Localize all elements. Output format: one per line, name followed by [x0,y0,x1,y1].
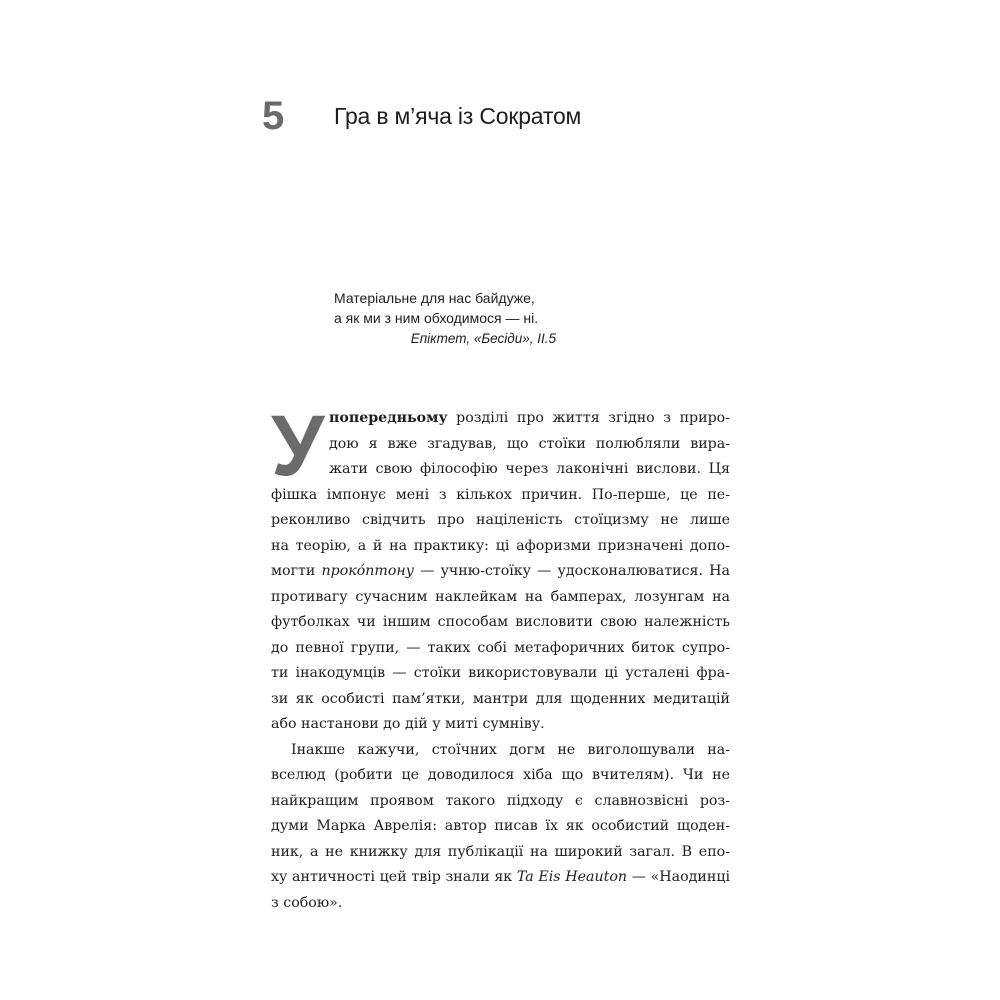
text-fragment: — «Наодинці [627,869,730,885]
italic-title: Ta Eis Heauton [516,869,628,885]
epigraph-line-1: Матеріальне для нас байдуже, [334,290,535,306]
text-line [271,865,730,891]
text-line: фішка імпонує мені з кількох причин. По-перше, це пе- [271,486,730,503]
text-fragment: ху античності цей твір знали як [271,869,517,885]
text-line: футболках чи іншим способам висловити свою належність [271,614,730,630]
text-fragment: — учню-стоїку — удосконалюватися. На [414,563,730,579]
chapter-number: 5 [262,94,285,138]
paragraph-2 [271,738,730,917]
text-line: або настанови до дій у миті сумніву. [271,716,545,732]
text-line: Інакше кажучи, стоїчних догм не виголошували на- [291,741,730,758]
text-line: думи Марка Аврелія: автор писав їх як особистий щоден- [271,818,730,834]
text-line: найкращим проявом такого підходу є славнозвісні роз- [271,792,730,809]
text-line: вселюд (робити це доводилося хіба що вчителям). Чи не [271,767,730,783]
text-line: реконливо свідчить про націленість стоїцизму не лише [271,512,730,528]
text-line: дою я вже згадував, що стоїки полюбляли вира- [329,435,730,452]
text-line: жати свою філософію через лаконічні вислови. Ця [329,461,730,477]
chapter-title: Гра в м’яча із Сократом [334,102,582,129]
epigraph-line-2: а як ми з ним обходимося — ні. [334,310,539,326]
text-line: противагу сучасним наклейкам на бамперах, лозунгам на [271,588,730,605]
text-line [271,559,730,585]
text-line: ти інакодумців — стоїки використовували ці усталені фра- [271,665,730,681]
text-line: до певної групи, — таких собі метафоричних биток супро- [271,639,730,656]
text-line: з собою». [271,894,343,911]
chapter-header [262,92,581,140]
italic-term: прокóптону [321,563,414,579]
text-fragment: розділі про життя згідно з приро- [447,410,730,426]
epigraph-source: Епіктет, «Бесіди», II.5 [410,331,556,346]
text-line [271,406,730,432]
text-fragment: могти [271,563,322,579]
text-line: зи як особисті пам’ятки, мантри для щоденних медитацій [271,690,730,707]
body-text [271,398,730,916]
text-line: ник, а не книжку для публікації на широкий загал. В епо- [271,843,730,860]
epigraph [334,288,556,349]
lead-bold-word: попередньому [329,410,448,426]
drop-cap: У [271,398,325,494]
text-line: на теорію, а й на практику: ці афоризми призначені допо- [271,537,730,554]
paragraph-1 [271,398,730,738]
